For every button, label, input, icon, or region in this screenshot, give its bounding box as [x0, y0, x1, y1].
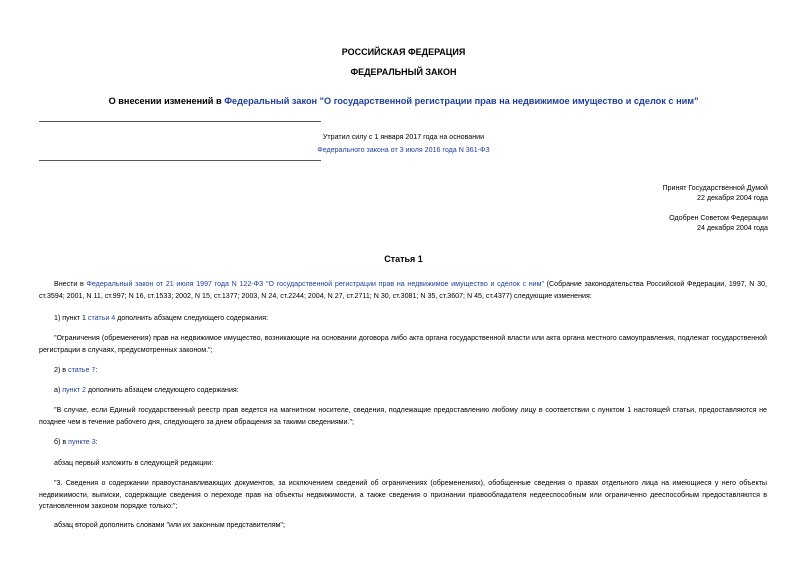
law-title-link[interactable]: Федеральный закон "О государственной регистрации прав на недвижимое имущество и сделок с ним" [224, 96, 699, 106]
separator-top [39, 121, 321, 122]
point-2-link[interactable]: пункт 2 [62, 386, 86, 394]
subitem-b-post: : [95, 438, 98, 446]
adoption-council [669, 213, 768, 233]
subitem-a-post: дополнить абзацем следующего содержания: [85, 386, 239, 394]
amended-law-link[interactable]: Федеральный закон от 21 июля 1997 года N 122-ФЗ "О государственной регистрации прав на недвижимое имущество и сделок с ним" [86, 280, 544, 288]
point-3-link[interactable]: пункте 3 [68, 438, 96, 446]
repeal-law-link[interactable]: Федерального закона от 3 июля 2016 года N 361-ФЗ [317, 146, 490, 154]
article-heading: Статья 1 [384, 254, 423, 264]
subitem-a-pre: а) [54, 386, 63, 394]
subitem-b-second: абзац второй дополнить словами "или их законным представителям"; [54, 521, 285, 529]
intro-post: (Собрание законодательства Российской Федерации, 1997, N 30, ст.3594; 2001, N 11, ст.997; N 16, ст.1533; 2002, N 15, ст.1377; 2003, N 24, ст.2244; 2004, N 27, ст.2711; N 30, ст.3081; N 35, ст.3607; N 45, ст.4377) следующие изменения: [39, 280, 767, 300]
subitem-a [39, 385, 767, 397]
article-intro [39, 279, 767, 302]
subitem-b-pre: б) в [54, 438, 69, 446]
item-2 [39, 365, 767, 377]
article-4-link[interactable]: статьи 4 [87, 314, 116, 322]
adoption-council-label: Одобрен Советом Федерации [669, 214, 768, 222]
law-title-prefix: О внесении изменений в [108, 96, 225, 106]
item-1 [39, 313, 767, 325]
subitem-b-first: абзац первый изложить в следующей редакции: [54, 459, 214, 467]
adoption-duma-date: 22 декабря 2004 года [697, 194, 768, 202]
adoption-duma-label: Принят Государственной Думой [662, 184, 768, 192]
separator-bottom [39, 160, 321, 161]
adoption-council-date: 24 декабря 2004 года [697, 224, 768, 232]
subitem-b [39, 437, 767, 449]
item-1-quote: "Ограничения (обременения) прав на недвижимое имущество, возникающие на основании договора либо акта органа государственной власти или акта органа местного самоуправления, подлежат государственной регистрации в случаях, предусмотренных законом."; [39, 334, 767, 354]
law-title [0, 96, 807, 106]
country-heading: РОССИЙСКАЯ ФЕДЕРАЦИЯ [341, 47, 466, 57]
intro-pre: Внести в [54, 280, 87, 288]
item-1-post: дополнить абзацем следующего содержания: [115, 314, 269, 322]
item-2-pre: 2) в [54, 366, 69, 374]
item-1-pre: 1) пункт 1 [54, 314, 88, 322]
adoption-duma [662, 183, 768, 203]
article-7-link[interactable]: статье 7 [68, 366, 96, 374]
law-type-heading: ФЕДЕРАЛЬНЫЙ ЗАКОН [350, 67, 457, 77]
status-line-1: Утратил силу с 1 января 2017 года на основании [322, 133, 485, 141]
subitem-b-quote: "3. Сведения о содержании правоустанавливающих документов, за исключением сведений об ограничениях (обременениях), обобщенные сведения о правах отдельного лица на имеющиеся у него объекты недвижимости, выписки, содержащие сведения о переходе прав на объекты недвижимости, а также сведения о признании правообладателя недееспособным или ограниченно дееспособным предоставляются в установленном законом порядке только:"; [39, 479, 767, 510]
item-2-post: : [95, 366, 98, 374]
subitem-a-quote: "В случае, если Единый государственный реестр прав ведется на магнитном носителе, сведения, подлежащие предоставлению любому лицу в соответствии с пунктом 1 настоящей статьи, предоставляются не позднее чем в течение рабочего дня, следующего за днем обращения за такими сведениями."; [39, 406, 767, 426]
status-line-2 [0, 146, 807, 154]
